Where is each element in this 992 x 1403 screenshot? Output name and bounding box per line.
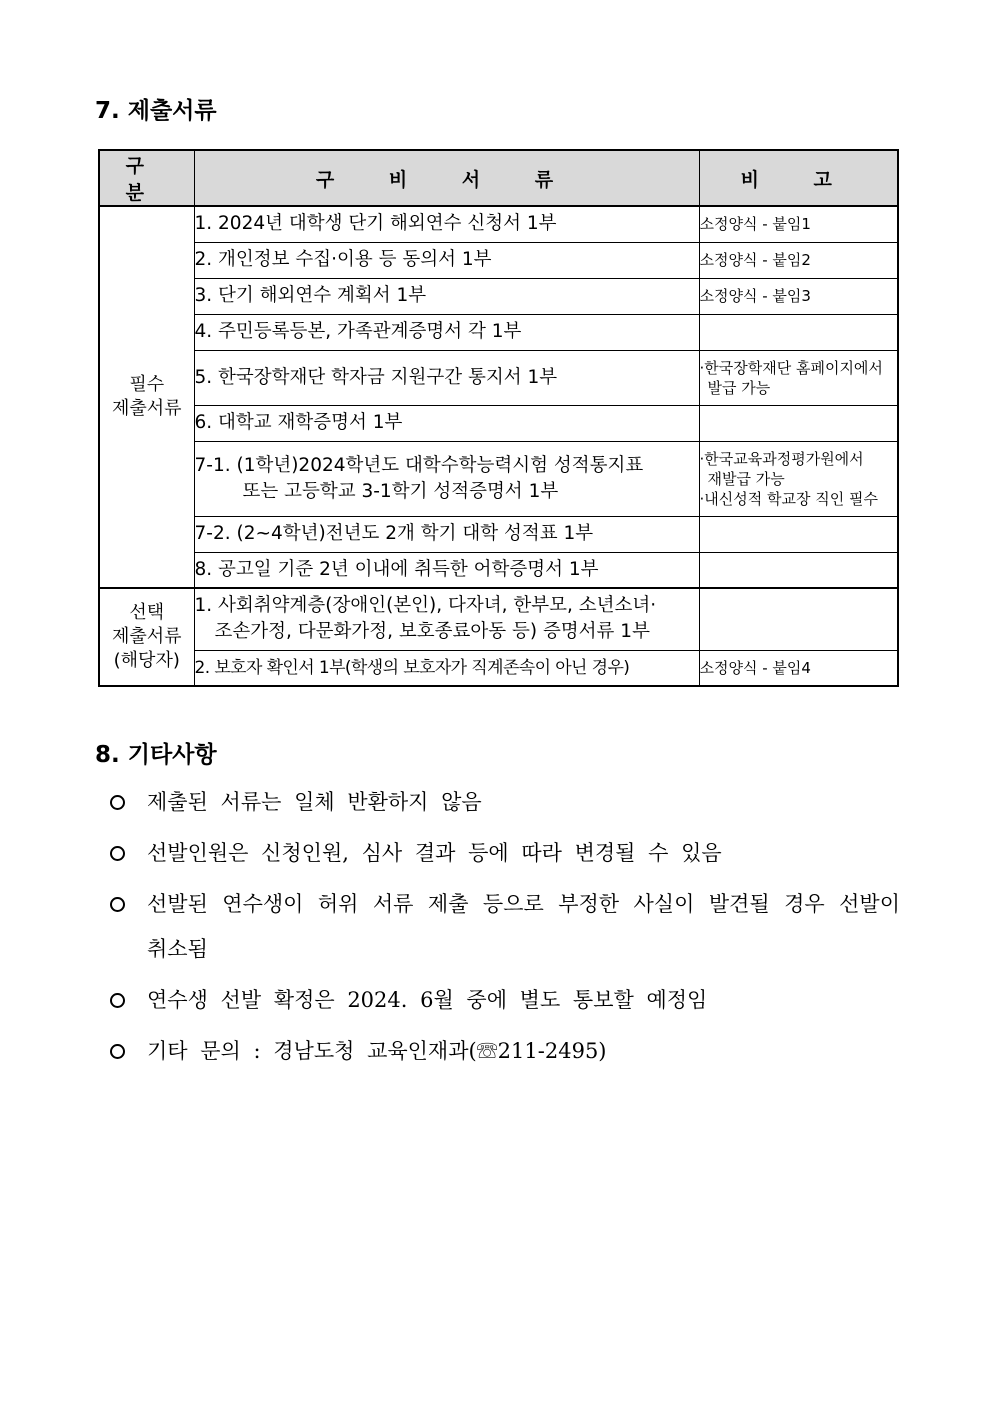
table-row xyxy=(99,242,898,278)
header-category: 구 분 xyxy=(99,150,194,206)
table-row xyxy=(99,441,898,516)
table-header-row xyxy=(99,150,898,206)
header-remarks: 비 고 xyxy=(699,150,898,206)
required-note-5: ·한국장학재단 홈페이지에서 발급 가능 xyxy=(699,350,898,405)
section-8-title: 8. 기타사항 xyxy=(95,742,217,768)
required-item-7-2: 7-2. (2~4학년)전년도 2개 학기 대학 성적표 1부 xyxy=(194,516,699,552)
documents-table xyxy=(98,149,899,687)
table-row xyxy=(99,405,898,441)
circle-bullet-icon xyxy=(110,993,125,1008)
table-row xyxy=(99,552,898,588)
circle-bullet-icon xyxy=(110,1044,125,1059)
list-item: 선발된 연수생이 허위 서류 제출 등으로 부정한 사실이 발견될 경우 선발이 취소됨 xyxy=(110,882,900,972)
required-note-8 xyxy=(699,552,898,588)
required-note-7-2 xyxy=(699,516,898,552)
optional-item-2: 2. 보호자 확인서 1부(학생의 보호자가 직계존속이 아닌 경우) xyxy=(194,650,699,686)
optional-note-2: 소정양식 - 붙임4 xyxy=(699,650,898,686)
circle-bullet-icon xyxy=(110,846,125,861)
list-item: 기타 문의 : 경남도청 교육인재과(☏211-2495) xyxy=(110,1029,900,1074)
required-item-8: 8. 공고일 기준 2년 이내에 취득한 어학증명서 1부 xyxy=(194,552,699,588)
notes-list xyxy=(110,780,900,1080)
required-item-5: 5. 한국장학재단 학자금 지원구간 통지서 1부 xyxy=(194,350,699,405)
list-item: 제출된 서류는 일체 반환하지 않음 xyxy=(110,780,900,825)
list-item: 연수생 선발 확정은 2024. 6월 중에 별도 통보할 예정임 xyxy=(110,978,900,1023)
table-row xyxy=(99,588,898,650)
required-note-1: 소정양식 - 붙임1 xyxy=(699,206,898,242)
table-row xyxy=(99,650,898,686)
circle-bullet-icon xyxy=(110,795,125,810)
table-row xyxy=(99,350,898,405)
optional-item-1: 1. 사회취약계층(장애인(본인), 다자녀, 한부모, 소년소녀· 조손가정, 다문화가정, 보호종료아동 등) 증명서류 1부 xyxy=(194,588,699,650)
table-row xyxy=(99,206,898,242)
required-note-2: 소정양식 - 붙임2 xyxy=(699,242,898,278)
section-7-title: 7. 제출서류 xyxy=(95,98,217,124)
header-documents: 구 비 서 류 xyxy=(194,150,699,206)
required-note-6 xyxy=(699,405,898,441)
table-row xyxy=(99,278,898,314)
required-item-7-1: 7-1. (1학년)2024학년도 대학수학능력시험 성적통지표 또는 고등학교 3-1학기 성적증명서 1부 xyxy=(194,441,699,516)
required-note-7-1: ·한국교육과정평가원에서 재발급 가능 ·내신성적 학교장 직인 필수 xyxy=(699,441,898,516)
required-item-1: 1. 2024년 대학생 단기 해외연수 신청서 1부 xyxy=(194,206,699,242)
circle-bullet-icon xyxy=(110,897,125,912)
optional-note-1 xyxy=(699,588,898,650)
required-item-6: 6. 대학교 재학증명서 1부 xyxy=(194,405,699,441)
required-item-3: 3. 단기 해외연수 계획서 1부 xyxy=(194,278,699,314)
list-item: 선발인원은 신청인원, 심사 결과 등에 따라 변경될 수 있음 xyxy=(110,831,900,876)
required-note-3: 소정양식 - 붙임3 xyxy=(699,278,898,314)
required-item-4: 4. 주민등록등본, 가족관계증명서 각 1부 xyxy=(194,314,699,350)
required-item-2: 2. 개인정보 수집·이용 등 동의서 1부 xyxy=(194,242,699,278)
required-category: 필수 제출서류 xyxy=(99,206,194,588)
table-row xyxy=(99,314,898,350)
table-row xyxy=(99,516,898,552)
required-note-4 xyxy=(699,314,898,350)
optional-category: 선택 제출서류 (해당자) xyxy=(99,588,194,686)
